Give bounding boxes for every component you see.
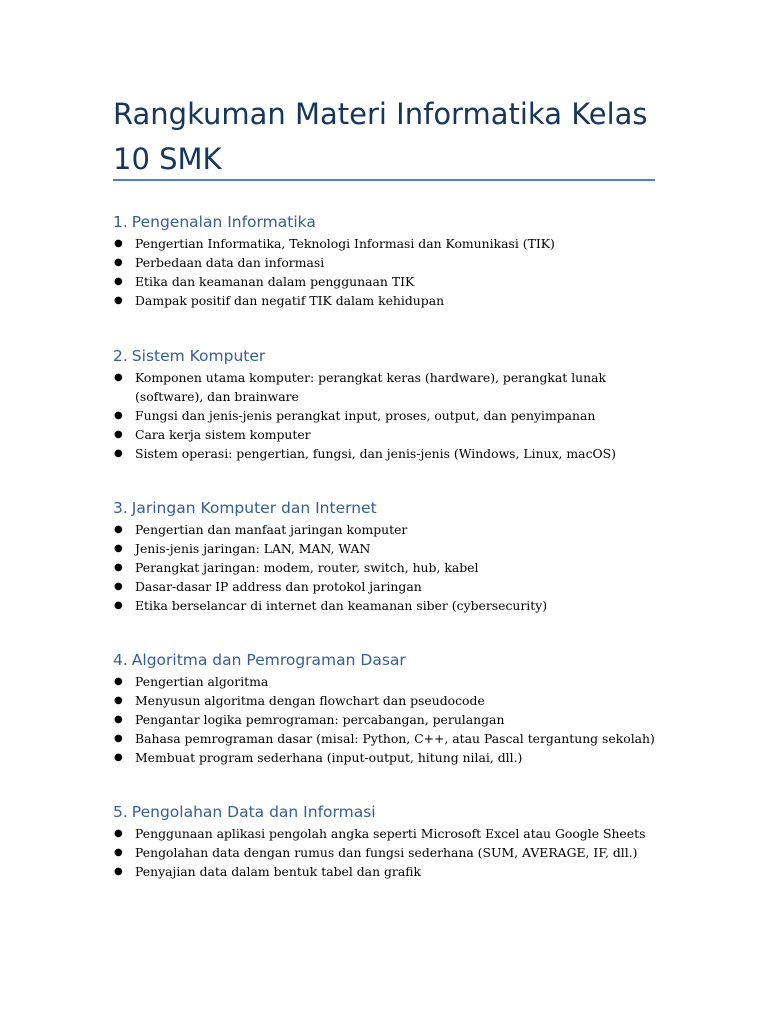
- list-item-text: Komponen utama komputer: perangkat keras (hardware), perangkat lunak (software), dan brainware: [135, 370, 607, 404]
- list-item-text: Penyajian data dalam bentuk tabel dan grafik: [135, 864, 422, 879]
- list-item-text: Menyusun algoritma dengan flowchart dan pseudocode: [135, 693, 485, 708]
- section-heading-text: Pengenalan Informatika: [131, 213, 316, 231]
- section-heading-text: Jaringan Komputer dan Internet: [131, 499, 377, 517]
- list-item-text: Membuat program sederhana (input-output, hitung nilai, dll.): [135, 750, 523, 765]
- list-item-text: Pengantar logika pemrograman: percabangan, perulangan: [135, 712, 505, 727]
- list-item-text: Cara kerja sistem komputer: [135, 427, 311, 442]
- section-number: 4.: [113, 651, 128, 669]
- bullet-icon: ●: [114, 562, 123, 573]
- list-item: [113, 577, 658, 596]
- bullet-icon: ●: [114, 733, 123, 744]
- section-number: 5.: [113, 803, 128, 821]
- section-heading-text: Algoritma dan Pemrograman Dasar: [131, 651, 406, 669]
- section-number: 1.: [113, 213, 128, 231]
- bullet-list: [113, 824, 658, 881]
- list-item: [113, 291, 658, 310]
- list-item: [113, 748, 658, 767]
- list-item: [113, 824, 658, 843]
- section-heading: [113, 212, 658, 234]
- section-heading: [113, 346, 658, 368]
- list-item: [113, 843, 658, 862]
- bullet-icon: ●: [114, 543, 123, 554]
- list-item: [113, 368, 658, 406]
- bullet-icon: ●: [114, 695, 123, 706]
- list-item: [113, 253, 658, 272]
- list-item: [113, 272, 658, 291]
- bullet-icon: ●: [114, 276, 123, 287]
- section-number: 2.: [113, 347, 128, 365]
- list-item: [113, 596, 658, 615]
- bullet-list: [113, 234, 658, 310]
- bullet-icon: ●: [114, 714, 123, 725]
- bullet-icon: ●: [114, 429, 123, 440]
- list-item-text: Pengertian dan manfaat jaringan komputer: [135, 522, 408, 537]
- section-heading-text: Pengolahan Data dan Informasi: [131, 803, 376, 821]
- list-item-text: Perbedaan data dan informasi: [135, 255, 325, 270]
- list-item-text: Sistem operasi: pengertian, fungsi, dan jenis-jenis (Windows, Linux, macOS): [135, 446, 616, 461]
- list-item: [113, 425, 658, 444]
- bullet-icon: ●: [114, 676, 123, 687]
- section-heading-text: Sistem Komputer: [131, 347, 266, 365]
- list-item-text: Fungsi dan jenis-jenis perangkat input, proses, output, dan penyimpanan: [135, 408, 596, 423]
- list-item-text: Penggunaan aplikasi pengolah angka seperti Microsoft Excel atau Google Sheets: [135, 826, 646, 841]
- bullet-icon: ●: [114, 866, 123, 877]
- bullet-icon: ●: [114, 257, 123, 268]
- list-item: [113, 672, 658, 691]
- list-item-text: Perangkat jaringan: modem, router, switch, hub, kabel: [135, 560, 479, 575]
- section-jaringan-komputer: [113, 498, 658, 615]
- bullet-list: [113, 368, 658, 463]
- list-item: [113, 729, 658, 748]
- bullet-icon: ●: [114, 295, 123, 306]
- bullet-icon: ●: [114, 828, 123, 839]
- title-divider: [113, 179, 655, 181]
- bullet-list: [113, 520, 658, 615]
- list-item: [113, 558, 658, 577]
- list-item-text: Pengertian algoritma: [135, 674, 269, 689]
- list-item: [113, 444, 658, 463]
- list-item-text: Etika berselancar di internet dan keamanan siber (cybersecurity): [135, 598, 548, 613]
- list-item: [113, 862, 658, 881]
- bullet-icon: ●: [114, 410, 123, 421]
- list-item: [113, 520, 658, 539]
- bullet-icon: ●: [114, 600, 123, 611]
- list-item-text: Dasar-dasar IP address dan protokol jaringan: [135, 579, 422, 594]
- section-heading: [113, 498, 658, 520]
- bullet-icon: ●: [114, 752, 123, 763]
- section-heading: [113, 650, 658, 672]
- list-item: [113, 234, 658, 253]
- section-algoritma-pemrograman: [113, 650, 658, 767]
- list-item: [113, 539, 658, 558]
- bullet-icon: ●: [114, 448, 123, 459]
- bullet-icon: ●: [114, 847, 123, 858]
- list-item: [113, 710, 658, 729]
- list-item: [113, 406, 658, 425]
- section-sistem-komputer: [113, 346, 658, 463]
- list-item: [113, 691, 658, 710]
- bullet-icon: ●: [114, 581, 123, 592]
- section-heading: [113, 802, 658, 824]
- section-pengenalan-informatika: [113, 212, 658, 310]
- bullet-icon: ●: [114, 372, 123, 383]
- section-pengolahan-data: [113, 802, 658, 881]
- bullet-list: [113, 672, 658, 767]
- list-item-text: Pengolahan data dengan rumus dan fungsi sederhana (SUM, AVERAGE, IF, dll.): [135, 845, 638, 860]
- bullet-icon: ●: [114, 238, 123, 249]
- list-item-text: Jenis-jenis jaringan: LAN, MAN, WAN: [135, 541, 371, 556]
- section-number: 3.: [113, 499, 128, 517]
- list-item-text: Pengertian Informatika, Teknologi Informasi dan Komunikasi (TIK): [135, 236, 555, 251]
- list-item-text: Bahasa pemrograman dasar (misal: Python, C++, atau Pascal tergantung sekolah): [135, 731, 655, 746]
- bullet-icon: ●: [114, 524, 123, 535]
- list-item-text: Dampak positif dan negatif TIK dalam kehidupan: [135, 293, 445, 308]
- list-item-text: Etika dan keamanan dalam penggunaan TIK: [135, 274, 415, 289]
- page-title: Rangkuman Materi Informatika Kelas 10 SMK: [113, 97, 648, 176]
